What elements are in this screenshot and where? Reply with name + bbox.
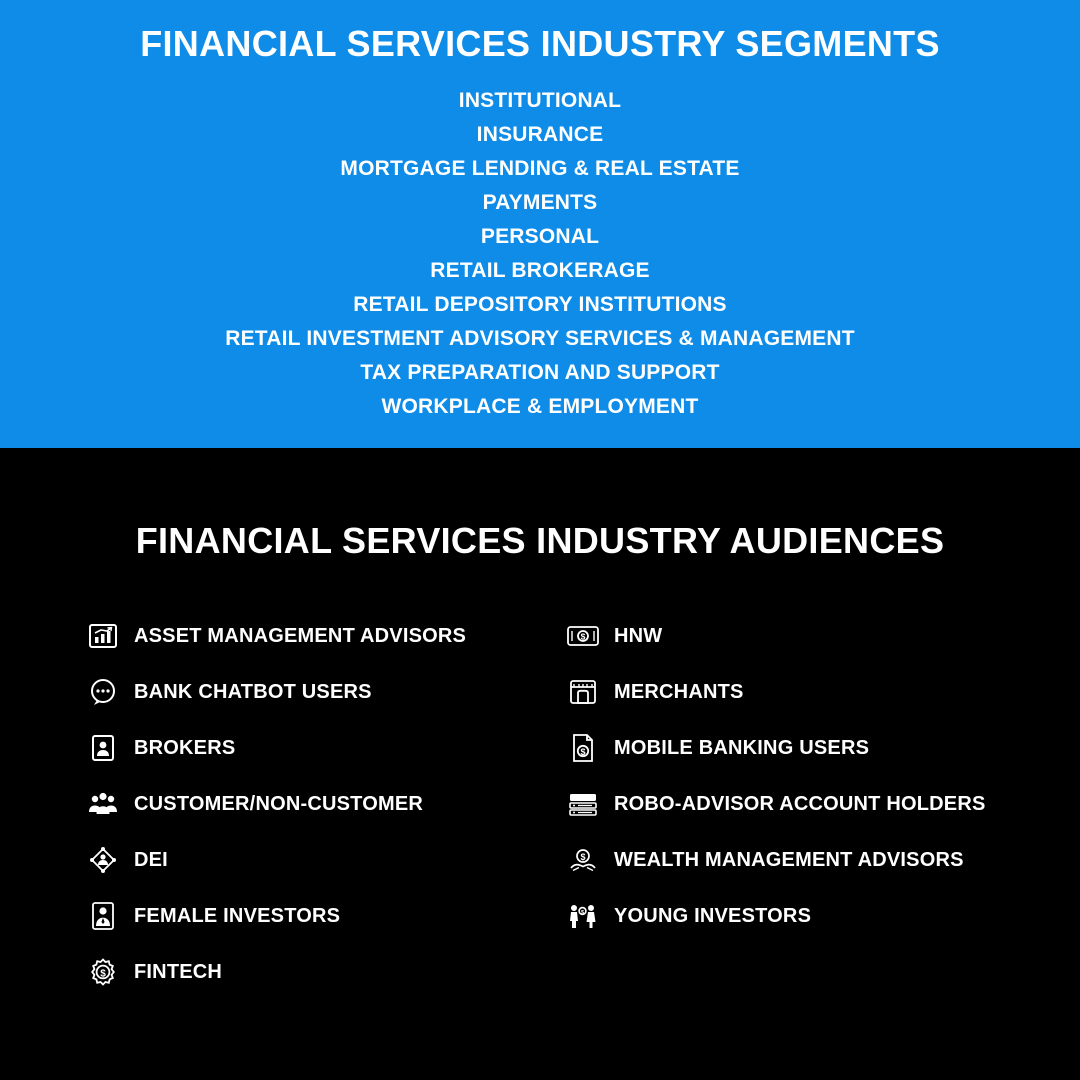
list-item (562, 776, 1062, 832)
bar-chart-growth-icon (82, 619, 124, 653)
chat-bubble-icon (82, 675, 124, 709)
list-item: TAX PREPARATION AND SUPPORT (360, 360, 720, 384)
list-item (562, 720, 1062, 776)
list-item-label: FINTECH (134, 960, 223, 983)
list-item: RETAIL BROKERAGE (430, 258, 650, 282)
server-rack-icon (562, 787, 604, 821)
svg-text:$: $ (580, 746, 586, 757)
audiences-panel (0, 448, 1080, 1080)
list-item-label: DEI (134, 848, 168, 871)
list-item-label: WEALTH MANAGEMENT ADVISORS (614, 848, 964, 871)
storefront-icon (562, 675, 604, 709)
svg-text:$: $ (100, 968, 106, 980)
diversity-network-icon (82, 843, 124, 877)
list-item: RETAIL DEPOSITORY INSTITUTIONS (353, 292, 727, 316)
list-item-label: ROBO-ADVISOR ACCOUNT HOLDERS (614, 792, 986, 815)
handshake-dollar-icon (562, 843, 604, 877)
mobile-dollar-icon (562, 731, 604, 765)
list-item: INSTITUTIONAL (458, 88, 622, 112)
audiences-title: FINANCIAL SERVICES INDUSTRY AUDIENCES (135, 520, 945, 561)
list-item: PAYMENTS (482, 190, 598, 214)
list-item (562, 832, 1062, 888)
segments-list (0, 84, 1080, 424)
list-item (562, 664, 1062, 720)
segments-panel (0, 0, 1080, 448)
list-item-label: MOBILE BANKING USERS (614, 736, 870, 759)
list-item: PERSONAL (480, 224, 600, 248)
list-item (562, 888, 1062, 944)
gear-dollar-icon (82, 955, 124, 989)
list-item: INSURANCE (476, 122, 604, 146)
list-item (82, 776, 562, 832)
list-item: WORKPLACE & EMPLOYMENT (381, 394, 699, 418)
svg-text:$: $ (580, 910, 585, 916)
list-item (82, 888, 562, 944)
list-item-label: FEMALE INVESTORS (134, 904, 341, 927)
person-badge-icon (82, 731, 124, 765)
banknote-dollar-icon (562, 619, 604, 653)
list-item-label: BANK CHATBOT USERS (134, 680, 372, 703)
audiences-right-column (562, 608, 1062, 1000)
list-item (82, 720, 562, 776)
svg-text:$: $ (580, 851, 586, 862)
people-group-icon (82, 787, 124, 821)
list-item-label: CUSTOMER/NON-CUSTOMER (134, 792, 424, 815)
audiences-columns (0, 608, 1080, 1000)
list-item (82, 944, 562, 1000)
segments-title: FINANCIAL SERVICES INDUSTRY SEGMENTS (140, 23, 940, 64)
list-item (82, 608, 562, 664)
businesswoman-icon (82, 899, 124, 933)
list-item-label: ASSET MANAGEMENT ADVISORS (134, 624, 467, 647)
list-item: MORTGAGE LENDING & REAL ESTATE (340, 156, 740, 180)
list-item: RETAIL INVESTMENT ADVISORY SERVICES & MANAGEMENT (225, 326, 855, 350)
list-item (82, 832, 562, 888)
list-item-label: MERCHANTS (614, 680, 744, 703)
young-people-icon (562, 899, 604, 933)
list-item-label: YOUNG INVESTORS (614, 904, 812, 927)
svg-text:$: $ (580, 631, 586, 642)
list-item-label: HNW (614, 624, 663, 647)
list-item (82, 664, 562, 720)
audiences-left-column (82, 608, 562, 1000)
list-item (562, 608, 1062, 664)
list-item-label: BROKERS (134, 736, 236, 759)
